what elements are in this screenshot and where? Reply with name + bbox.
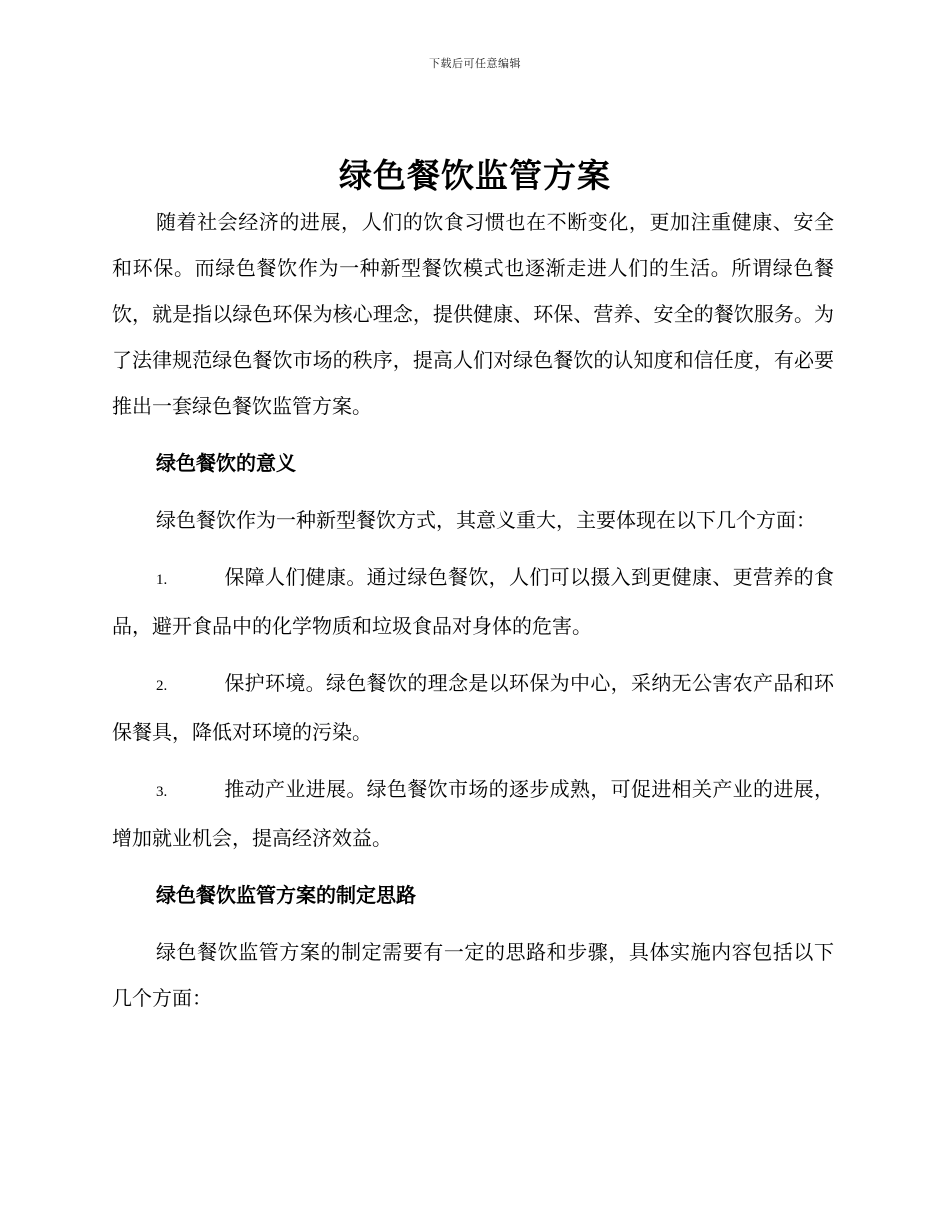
list-item [112, 660, 834, 755]
list-item-number: 3. [156, 784, 168, 800]
document-title: 绿色餐饮监管方案 [339, 156, 611, 195]
list-item [112, 554, 834, 649]
list-item [112, 766, 834, 861]
section-intro-paragraph: 绿色餐饮监管方案的制定需要有一定的思路和步骤，具体实施内容包括以下几个方面： [112, 940, 834, 1010]
section-heading-approach: 绿色餐饮监管方案的制定思路 [156, 883, 416, 907]
list-item-text: 推动产业进展。绿色餐饮市场的逐步成熟，可促进相关产业的进展，增加就业机会，提高经济效益。 [112, 777, 834, 850]
section-heading-significance: 绿色餐饮的意义 [156, 451, 296, 475]
list-item-text: 保护环境。绿色餐饮的理念是以环保为中心，采纳无公害农产品和环保餐具，降低对环境的污染。 [112, 671, 834, 744]
document-body [112, 199, 834, 1021]
list-item-text: 保障人们健康。通过绿色餐饮，人们可以摄入到更健康、更营养的食品，避开食品中的化学物质和垃圾食品对身体的危害。 [112, 565, 834, 638]
section-intro-paragraph: 绿色餐饮作为一种新型餐饮方式，其意义重大，主要体现在以下几个方面： [156, 508, 816, 532]
header-note: 下载后可任意编辑 [429, 57, 521, 70]
intro-paragraph: 随着社会经济的进展，人们的饮食习惯也在不断变化，更加注重健康、安全和环保。而绿色餐饮作为一种新型餐饮模式也逐渐走进人们的生活。所谓绿色餐饮，就是指以绿色环保为核心理念，提供健康、环保、营养、安全的餐饮服务。为了法律规范绿色餐饮市场的秩序，提高人们对绿色餐饮的认知度和信任度，有必要推出一套绿色餐饮监管方案。 [112, 210, 834, 418]
list-item-number: 2. [156, 678, 168, 694]
list-item-number: 1. [156, 572, 168, 588]
